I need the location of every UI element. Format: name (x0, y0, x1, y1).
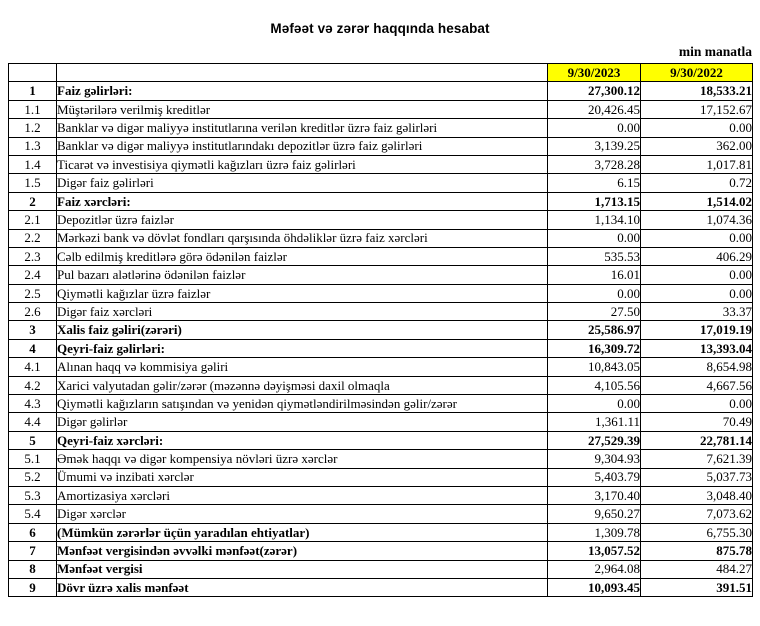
row-value-2023-cell: 10,843.05 (548, 358, 641, 376)
row-value-2023-cell: 27,300.12 (548, 82, 641, 100)
row-value-2023-cell: 0.00 (548, 229, 641, 247)
table-row (9, 174, 753, 192)
row-number-cell: 8 (9, 560, 57, 578)
row-label-cell: Faiz xərcləri: (57, 192, 548, 210)
row-value-2022-cell: 362.00 (641, 137, 753, 155)
table-row (9, 303, 753, 321)
table-row (9, 339, 753, 357)
row-value-2022-cell: 8,654.98 (641, 358, 753, 376)
row-value-2022-cell: 0.00 (641, 229, 753, 247)
row-value-2022-cell: 7,073.62 (641, 505, 753, 523)
row-label-cell: Ticarət və investisiya qiymətli kağızları üzrə faiz gəlirləri (57, 155, 548, 173)
table-row (9, 413, 753, 431)
table-row (9, 505, 753, 523)
row-label-cell: Ümumi və inzibati xərclər (57, 468, 548, 486)
header-date-2022-cell: 9/30/2022 (641, 64, 753, 82)
row-value-2023-cell: 25,586.97 (548, 321, 641, 339)
row-value-2023-cell: 0.00 (548, 284, 641, 302)
table-row (9, 431, 753, 449)
row-value-2022-cell: 0.00 (641, 284, 753, 302)
row-label-cell: Digər faiz xərcləri (57, 303, 548, 321)
report-content (8, 44, 752, 597)
header-empty-number-cell (9, 64, 57, 82)
table-row (9, 82, 753, 100)
row-value-2022-cell: 18,533.21 (641, 82, 753, 100)
table-row (9, 211, 753, 229)
row-number-cell: 5 (9, 431, 57, 449)
row-label-cell: Pul bazarı alətlərinə ödənilən faizlər (57, 266, 548, 284)
row-value-2023-cell: 0.00 (548, 395, 641, 413)
row-label-cell: Qeyri-faiz gəlirləri: (57, 339, 548, 357)
row-label-cell: Faiz gəlirləri: (57, 82, 548, 100)
table-row (9, 247, 753, 265)
row-value-2022-cell: 13,393.04 (641, 339, 753, 357)
table-row (9, 266, 753, 284)
row-label-cell: Xarici valyutadan gəlir/zərər (məzənnə dəyişməsi daxil olmaqla (57, 376, 548, 394)
row-value-2023-cell: 1,134.10 (548, 211, 641, 229)
header-date-2023-cell: 9/30/2023 (548, 64, 641, 82)
row-label-cell: Depozitlər üzrə faizlər (57, 211, 548, 229)
row-number-cell: 9 (9, 578, 57, 596)
row-value-2023-cell: 5,403.79 (548, 468, 641, 486)
row-number-cell: 2.4 (9, 266, 57, 284)
row-value-2022-cell: 6,755.30 (641, 523, 753, 541)
row-label-cell: Qiymətli kağızlar üzrə faizlər (57, 284, 548, 302)
table-row (9, 284, 753, 302)
row-number-cell: 1.1 (9, 100, 57, 118)
table-row (9, 450, 753, 468)
row-number-cell: 3 (9, 321, 57, 339)
row-number-cell: 4.3 (9, 395, 57, 413)
row-value-2022-cell: 17,019.19 (641, 321, 753, 339)
row-value-2023-cell: 10,093.45 (548, 578, 641, 596)
row-value-2023-cell: 20,426.45 (548, 100, 641, 118)
row-number-cell: 1.5 (9, 174, 57, 192)
row-number-cell: 2.3 (9, 247, 57, 265)
row-value-2022-cell: 5,037.73 (641, 468, 753, 486)
row-label-cell: Banklar və digər maliyyə institutlarına verilən kreditlər üzrə faiz gəlirləri (57, 119, 548, 137)
row-number-cell: 1 (9, 82, 57, 100)
table-row (9, 486, 753, 504)
table-row (9, 358, 753, 376)
page-title: Məfəət və zərər haqqında hesabat (270, 21, 490, 36)
header-empty-label-cell (57, 64, 548, 82)
row-label-cell: Qeyri-faiz xərcləri: (57, 431, 548, 449)
row-label-cell: Qiymətli kağızların satışından və yenidən qiymətləndirilməsindən gəlir/zərər (57, 395, 548, 413)
row-value-2023-cell: 1,361.11 (548, 413, 641, 431)
row-label-cell: Alınan haqq və kommisiya gəliri (57, 358, 548, 376)
row-number-cell: 5.3 (9, 486, 57, 504)
row-value-2023-cell: 9,650.27 (548, 505, 641, 523)
table-row (9, 560, 753, 578)
row-number-cell: 4.2 (9, 376, 57, 394)
row-value-2023-cell: 4,105.56 (548, 376, 641, 394)
row-value-2022-cell: 0.00 (641, 266, 753, 284)
table-row (9, 137, 753, 155)
row-value-2022-cell: 33.37 (641, 303, 753, 321)
row-value-2022-cell: 4,667.56 (641, 376, 753, 394)
row-value-2022-cell: 1,017.81 (641, 155, 753, 173)
row-number-cell: 1.4 (9, 155, 57, 173)
row-label-cell: Mərkəzi bank və dövlət fondları qarşısında öhdəliklər üzrə faiz xərcləri (57, 229, 548, 247)
row-label-cell: Amortizasiya xərcləri (57, 486, 548, 504)
profit-loss-table (8, 63, 753, 597)
row-value-2023-cell: 3,139.25 (548, 137, 641, 155)
row-number-cell: 5.2 (9, 468, 57, 486)
row-value-2023-cell: 3,170.40 (548, 486, 641, 504)
row-label-cell: Banklar və digər maliyyə institutlarındakı depozitlər üzrə faiz gəlirləri (57, 137, 548, 155)
row-label-cell: (Mümkün zərərlər üçün yaradılan ehtiyatlar) (57, 523, 548, 541)
row-value-2023-cell: 9,304.93 (548, 450, 641, 468)
row-value-2022-cell: 406.29 (641, 247, 753, 265)
row-label-cell: Digər faiz gəlirləri (57, 174, 548, 192)
row-value-2022-cell: 1,514.02 (641, 192, 753, 210)
row-value-2023-cell: 1,713.15 (548, 192, 641, 210)
row-number-cell: 2.6 (9, 303, 57, 321)
row-value-2023-cell: 3,728.28 (548, 155, 641, 173)
row-value-2022-cell: 391.51 (641, 578, 753, 596)
row-value-2022-cell: 484.27 (641, 560, 753, 578)
row-label-cell: Digər gəlirlər (57, 413, 548, 431)
row-label-cell: Cəlb edilmiş kreditlərə görə ödənilən faizlər (57, 247, 548, 265)
table-row (9, 229, 753, 247)
row-value-2022-cell: 3,048.40 (641, 486, 753, 504)
row-value-2022-cell: 17,152.67 (641, 100, 753, 118)
table-row (9, 468, 753, 486)
row-value-2022-cell: 0.00 (641, 119, 753, 137)
row-value-2023-cell: 6.15 (548, 174, 641, 192)
row-value-2022-cell: 875.78 (641, 542, 753, 560)
table-row (9, 578, 753, 596)
table-row (9, 100, 753, 118)
table-row (9, 395, 753, 413)
row-number-cell: 2.1 (9, 211, 57, 229)
table-row (9, 321, 753, 339)
row-value-2023-cell: 16.01 (548, 266, 641, 284)
row-label-cell: Mənfəət vergisi (57, 560, 548, 578)
row-number-cell: 5.4 (9, 505, 57, 523)
row-value-2022-cell: 22,781.14 (641, 431, 753, 449)
row-label-cell: Xalis faiz gəliri(zərəri) (57, 321, 548, 339)
table-row (9, 155, 753, 173)
row-number-cell: 7 (9, 542, 57, 560)
row-number-cell: 1.2 (9, 119, 57, 137)
table-row (9, 523, 753, 541)
row-label-cell: Dövr üzrə xalis mənfəət (57, 578, 548, 596)
row-number-cell: 2.5 (9, 284, 57, 302)
row-label-cell: Əmək haqqı və digər kompensiya növləri üzrə xərclər (57, 450, 548, 468)
row-value-2023-cell: 27.50 (548, 303, 641, 321)
table-row (9, 119, 753, 137)
unit-note: min manatla (678, 44, 752, 59)
row-number-cell: 5.1 (9, 450, 57, 468)
row-number-cell: 2 (9, 192, 57, 210)
row-value-2022-cell: 0.00 (641, 395, 753, 413)
row-number-cell: 4 (9, 339, 57, 357)
row-number-cell: 4.4 (9, 413, 57, 431)
row-value-2023-cell: 1,309.78 (548, 523, 641, 541)
table-row (9, 376, 753, 394)
table-header-row (9, 64, 753, 82)
row-label-cell: Mənfəət vergisindən əvvəlki mənfəət(zərər) (57, 542, 548, 560)
report-table-body (9, 82, 753, 597)
row-value-2023-cell: 16,309.72 (548, 339, 641, 357)
row-value-2022-cell: 0.72 (641, 174, 753, 192)
row-number-cell: 2.2 (9, 229, 57, 247)
row-value-2022-cell: 70.49 (641, 413, 753, 431)
row-number-cell: 4.1 (9, 358, 57, 376)
row-number-cell: 6 (9, 523, 57, 541)
row-value-2022-cell: 7,621.39 (641, 450, 753, 468)
row-value-2023-cell: 13,057.52 (548, 542, 641, 560)
table-row (9, 192, 753, 210)
row-label-cell: Digər xərclər (57, 505, 548, 523)
row-value-2023-cell: 2,964.08 (548, 560, 641, 578)
row-value-2023-cell: 0.00 (548, 119, 641, 137)
row-value-2023-cell: 27,529.39 (548, 431, 641, 449)
row-value-2022-cell: 1,074.36 (641, 211, 753, 229)
row-value-2023-cell: 535.53 (548, 247, 641, 265)
row-label-cell: Müştərilərə verilmiş kreditlər (57, 100, 548, 118)
table-row (9, 542, 753, 560)
row-number-cell: 1.3 (9, 137, 57, 155)
